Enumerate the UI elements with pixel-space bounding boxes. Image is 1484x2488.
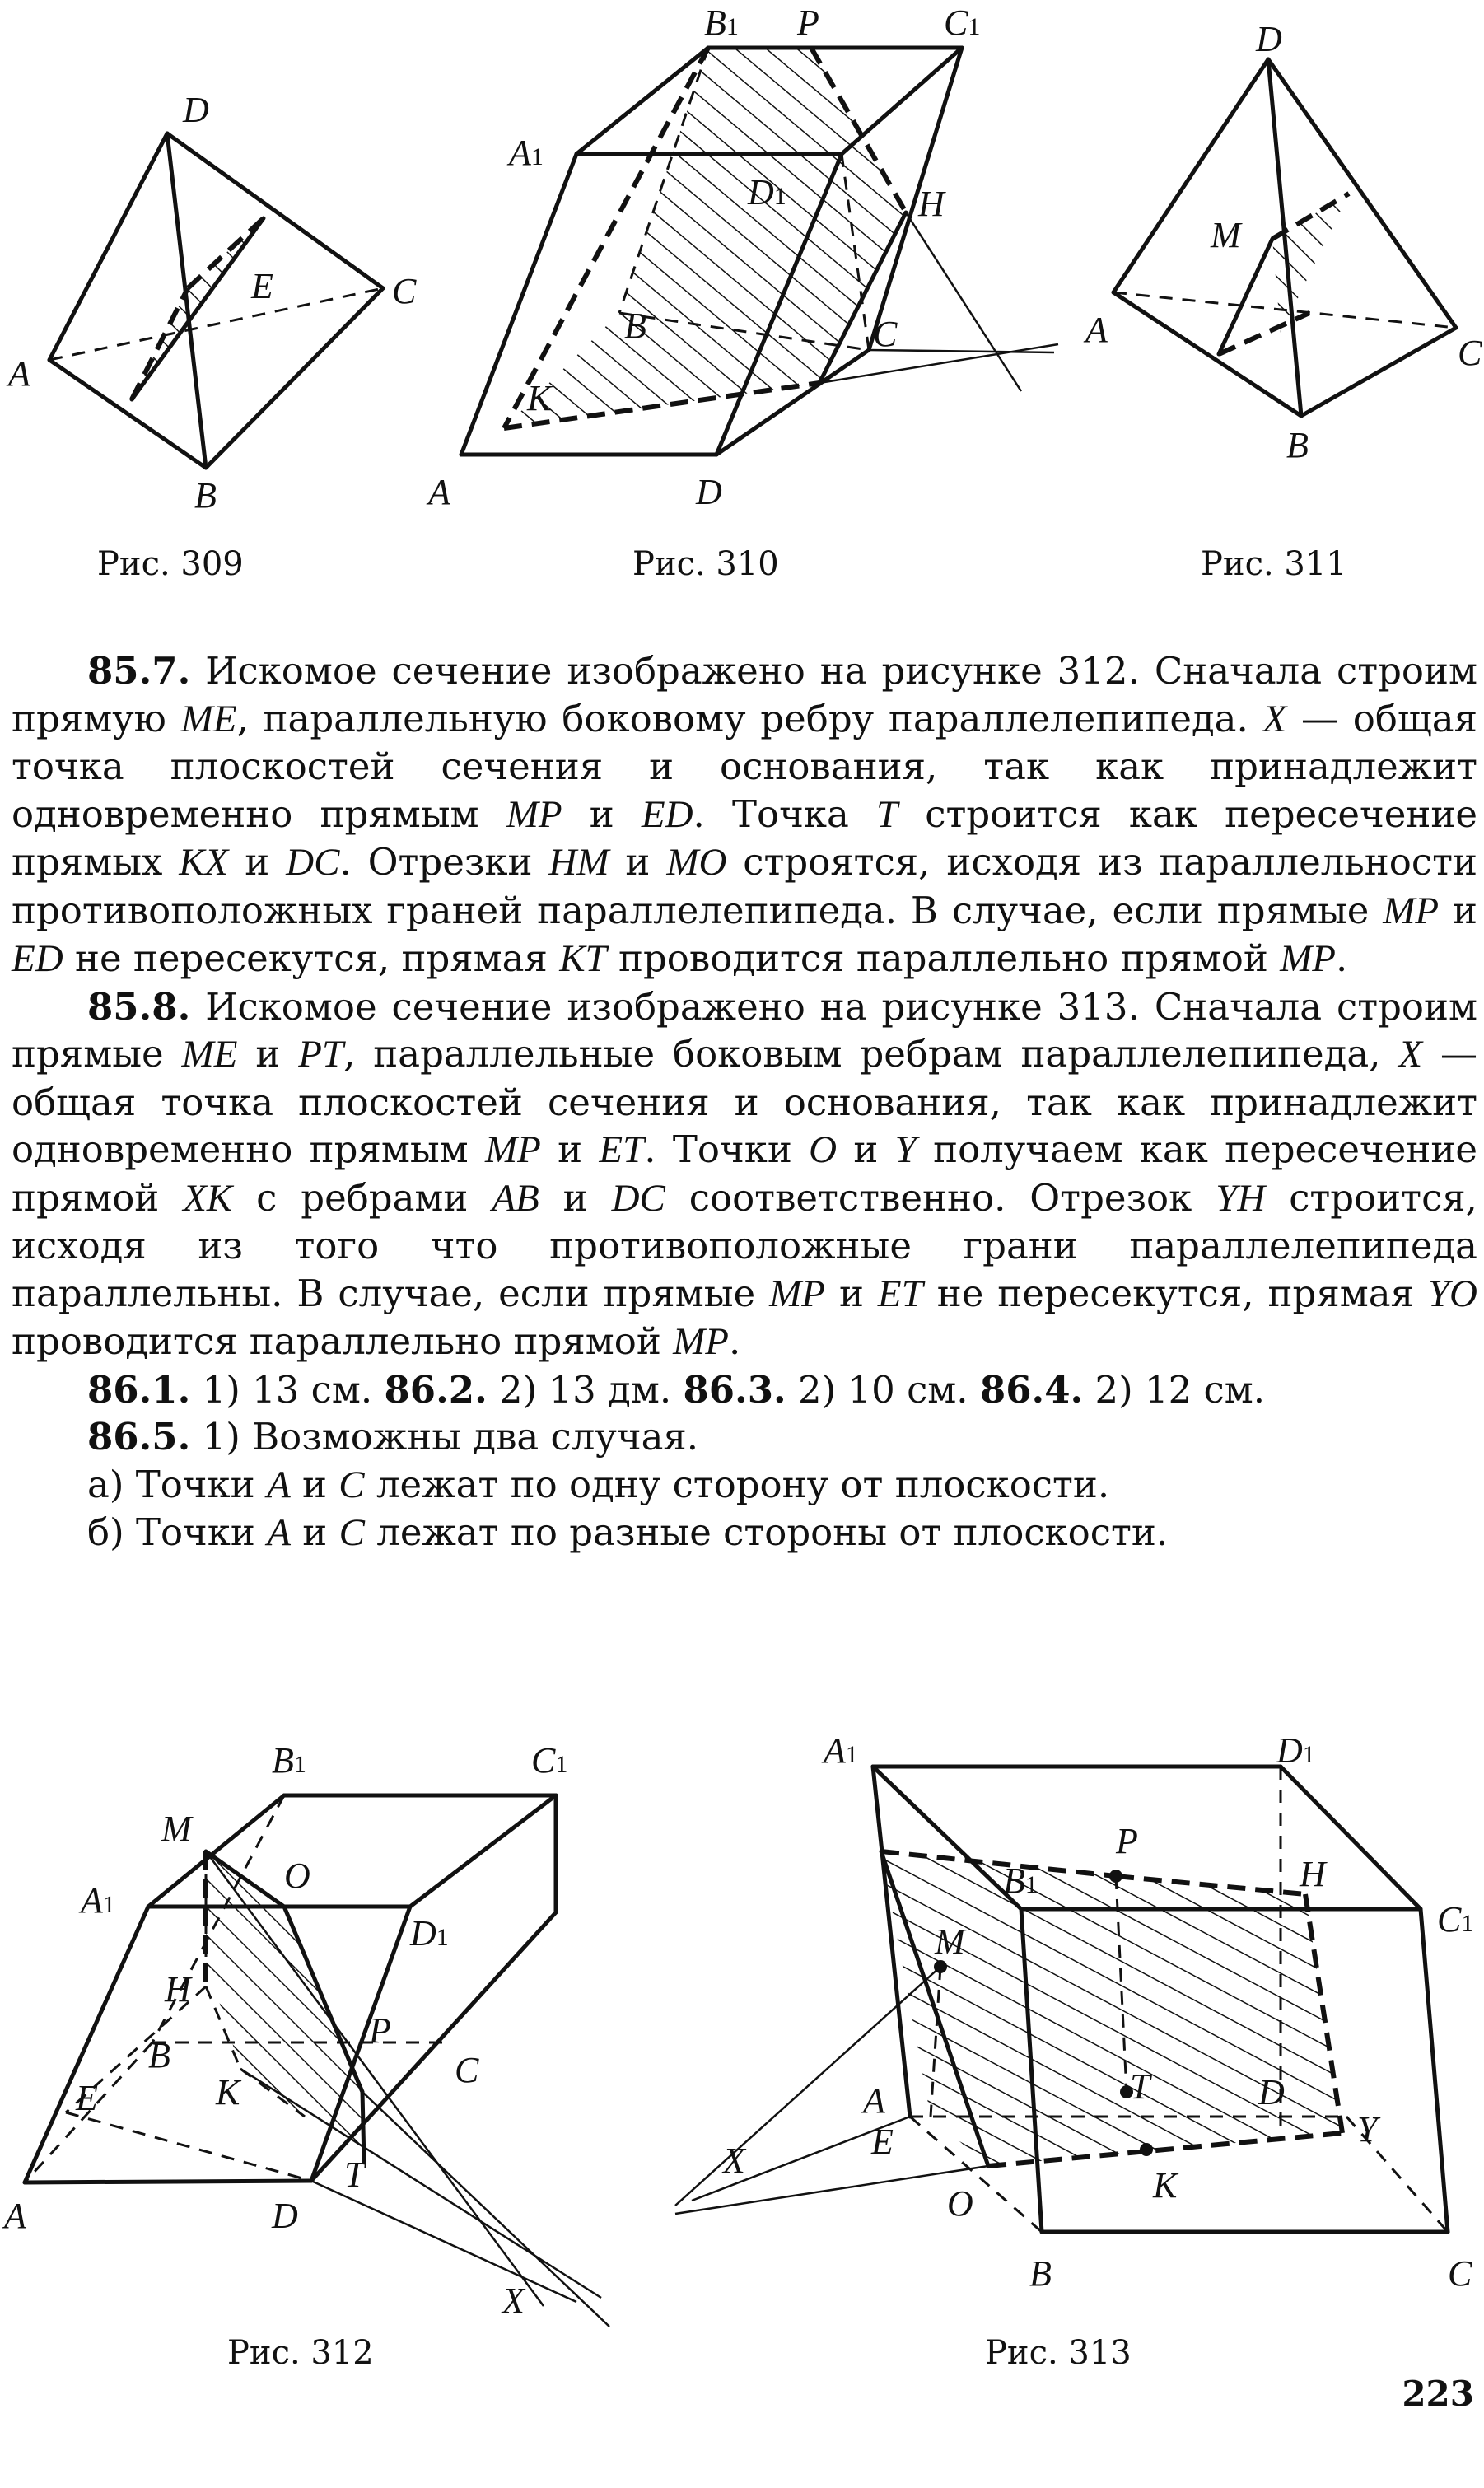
fig309-drawing <box>6 90 417 516</box>
fig310-label-P: P <box>797 2 819 43</box>
fig312-label-P: P <box>369 2010 391 2051</box>
figure-312-313 <box>0 1729 1484 2388</box>
fig313-label-D: D <box>1258 2072 1285 2112</box>
fig312-label-K: K <box>216 2072 240 2112</box>
fig309-label-A: A <box>8 353 30 394</box>
paragraph-answers: 86.1. 1) 13 см. 86.2. 2) 13 дм. 86.3. 2) 10 см. 86.4. 2) 12 см. <box>87 1367 1266 1412</box>
fig312-label-B: B <box>148 2035 170 2075</box>
fig309-caption: Рис. 309 <box>97 545 244 583</box>
fig313-label-B: B <box>1029 2253 1052 2294</box>
page-number: 223 <box>1402 2374 1474 2414</box>
fig313-label-M: M <box>935 1921 965 1962</box>
fig312-label-M: M <box>161 1809 192 1849</box>
fig312-label-C: C <box>455 2050 479 2090</box>
fig312-label-B1: B1 <box>272 1740 306 1781</box>
fig310-label-C: C <box>873 314 898 354</box>
item-b: б) Точки A и C лежат по разные стороны от плоскости. <box>87 1510 1169 1554</box>
fig313-label-X: X <box>723 2140 745 2181</box>
fig310-label-H: H <box>918 184 945 224</box>
fig311-label-A: A <box>1085 310 1108 350</box>
fig312-label-X: X <box>502 2280 525 2321</box>
fig313-label-D1: D1 <box>1276 1730 1315 1771</box>
fig313-label-Y: Y <box>1357 2109 1378 2150</box>
fig313-label-A1: A1 <box>824 1730 858 1771</box>
fig313-label-O: O <box>947 2183 973 2224</box>
fig310-label-A1: A1 <box>509 133 544 173</box>
fig312-drawing <box>2 1740 609 2327</box>
fig313-label-K: K <box>1153 2165 1178 2206</box>
fig313-label-E: E <box>871 2122 894 2162</box>
fig309-label-D: D <box>183 90 209 130</box>
fig312-label-H: H <box>165 1969 191 2010</box>
fig310-label-C1: C1 <box>944 2 981 43</box>
fig310-caption: Рис. 310 <box>632 545 779 583</box>
fig312-label-D1: D1 <box>410 1913 449 1954</box>
fig310-label-K: K <box>527 378 552 418</box>
fig313-label-C: C <box>1448 2253 1472 2294</box>
fig313-label-H: H <box>1300 1854 1326 1894</box>
fig312-label-O: O <box>284 1855 310 1896</box>
paragraph-85-7: 85.7. Искомое сечение изображено на рисунке 312. Сначала строим прямую ME, параллельную боковому ребру параллелепипеда. X — общая точка плоскостей сечения и основания, так как принадлежит одновременно прямым MP и ED. Точка T строится как пересечение прямых KX и DC. Отрезки HM и MO строятся, исходя из параллельности противоположных граней параллелепипеда. В случае, если прямые MP и ED не пересекутся, прямая KT проводится параллельно прямой MP. <box>12 649 1478 980</box>
fig311-label-M: M <box>1211 215 1241 255</box>
fig310-drawing <box>426 2 1058 512</box>
fig309-label-B: B <box>194 475 217 516</box>
paragraph-85-8: 85.8. Искомое сечение изображено на рисунке 313. Сначала строим прямые ME и PT, параллельные боковым ребрам параллелепипеда, X — общая точка плоскостей сечения и основания, так как принадлежит одновременно прямым MP и ET. Точки O и Y получаем как пересечение прямой XK с ребрами AB и DC соответственно. Отрезок YH строится, исходя из того что противоположные грани параллелепипеда параллельны. В случае, если прямые MP и ET не пересекутся, прямая YO проводится параллельно прямой MP. <box>12 984 1477 1363</box>
fig310-label-B: B <box>624 306 646 346</box>
fig313-label-P: P <box>1116 1821 1138 1861</box>
figure-309 <box>0 0 1484 593</box>
fig311-caption: Рис. 311 <box>1201 545 1347 583</box>
fig313-drawing <box>675 1730 1473 2294</box>
fig313-label-T: T <box>1130 2066 1150 2107</box>
fig310-label-B1: B1 <box>704 2 739 43</box>
fig312-label-A: A <box>4 2196 26 2236</box>
fig312-caption: Рис. 312 <box>227 2334 374 2372</box>
fig313-label-A: A <box>863 2080 885 2121</box>
fig311-drawing <box>1083 19 1482 465</box>
fig309-label-C: C <box>392 271 417 311</box>
fig312-label-C1: C1 <box>531 1740 568 1781</box>
item-a: а) Точки A и C лежат по одну сторону от плоскости. <box>87 1462 1110 1506</box>
fig309-label-E: E <box>251 266 273 306</box>
fig310-label-A: A <box>428 472 450 512</box>
fig312-label-D: D <box>272 2196 298 2236</box>
fig313-section <box>881 1851 1342 2166</box>
fig312-label-T: T <box>344 2154 365 2195</box>
fig311-label-B: B <box>1286 425 1309 465</box>
fig310-label-D1: D1 <box>748 172 786 212</box>
text-block <box>12 647 1477 1557</box>
fig313-caption: Рис. 313 <box>985 2334 1132 2372</box>
fig313-label-C1: C1 <box>1437 1899 1474 1940</box>
fig311-label-D: D <box>1256 19 1282 59</box>
fig313-label-B1: B1 <box>1003 1860 1038 1901</box>
fig310-label-D: D <box>696 472 722 512</box>
fig312-label-A1: A1 <box>81 1880 115 1921</box>
fig311-label-C: C <box>1458 333 1482 373</box>
paragraph-86-5: 86.5. 1) Возможны два случая. <box>87 1415 699 1459</box>
fig312-label-E: E <box>76 2078 98 2118</box>
